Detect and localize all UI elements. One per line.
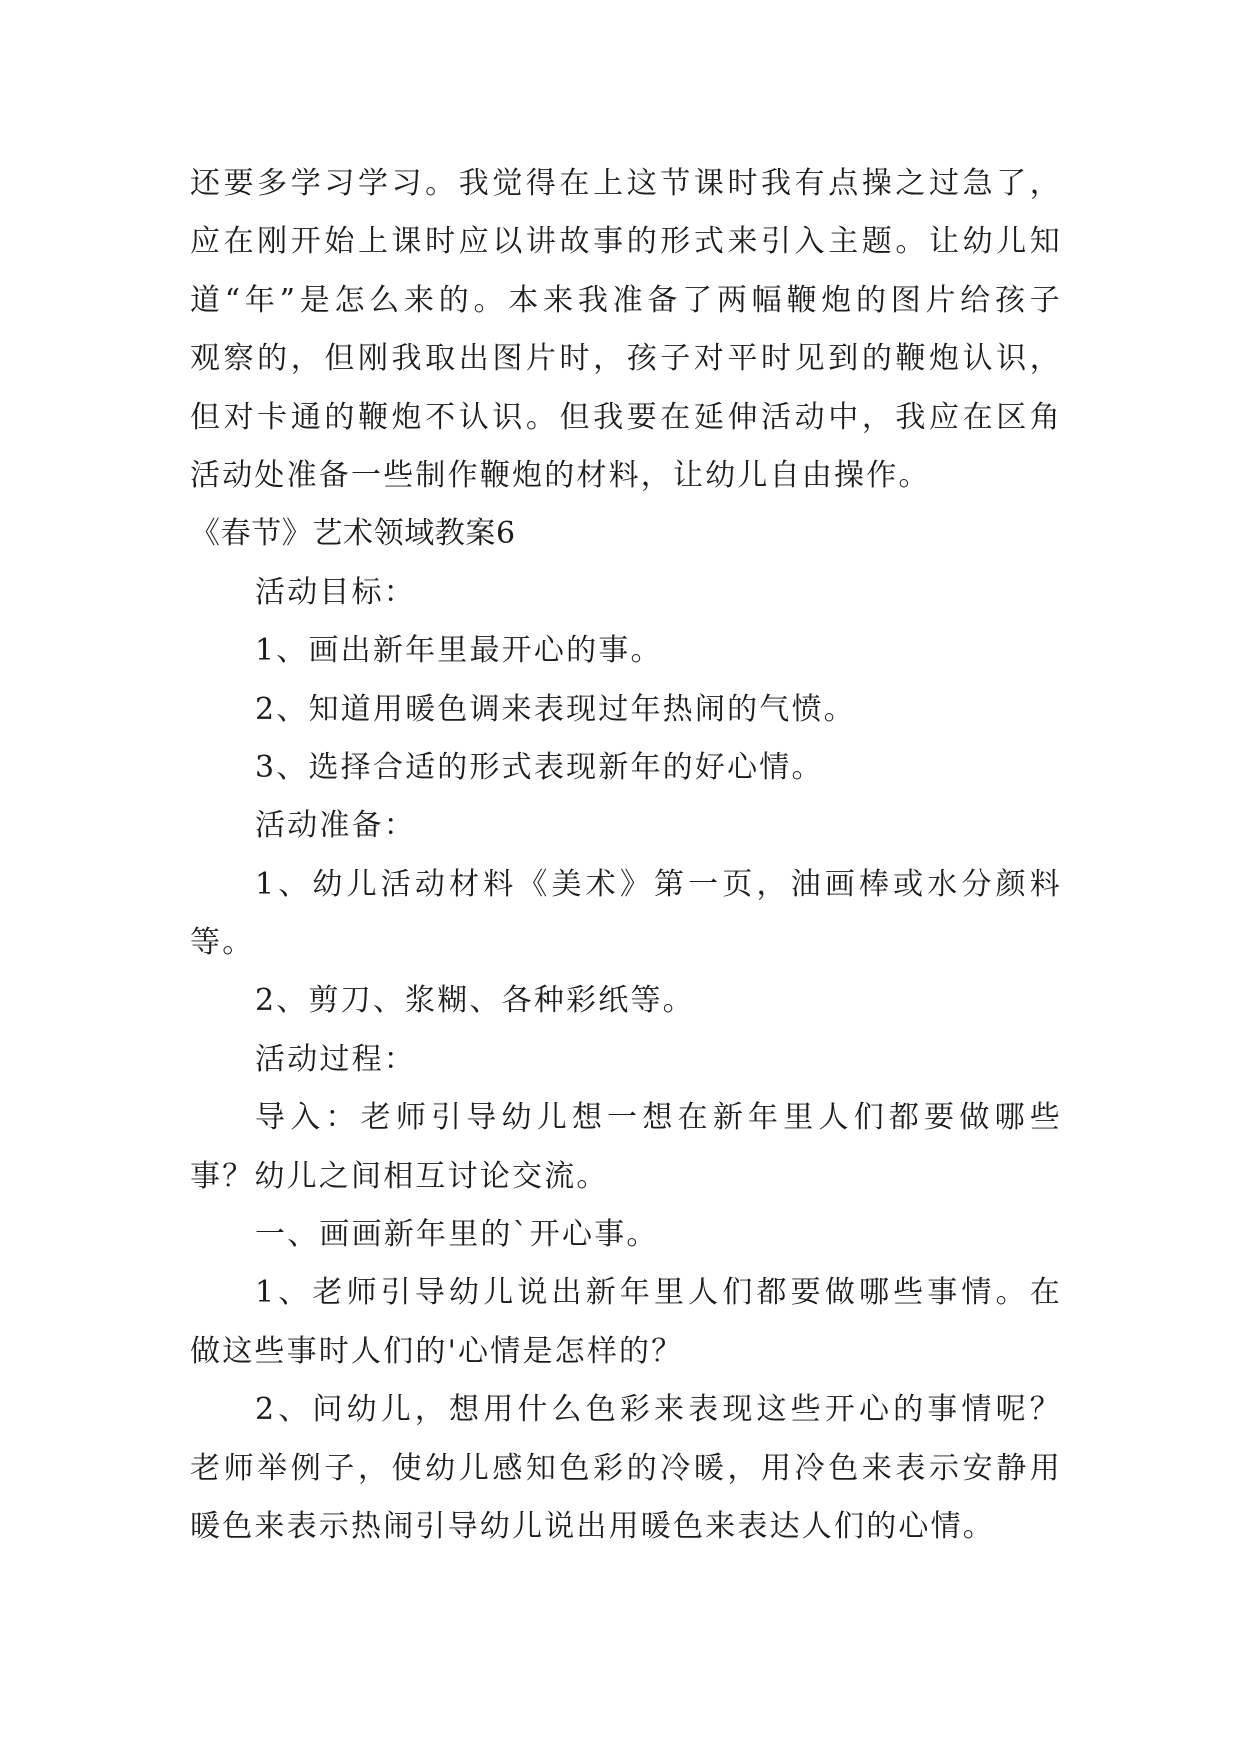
reflection-line: 道“年”是怎么来的。本来我准备了两幅鞭炮的图片给孩子 <box>190 282 1062 318</box>
reflection-line: 活动处准备一些制作鞭炮的材料，让幼儿自由操作。 <box>190 457 931 493</box>
goal-item: 1、画出新年里最开心的事。 <box>255 633 663 669</box>
preparation-section <box>190 797 1062 1031</box>
step-item-line: 做这些事时人们的'心情是怎样的？ <box>190 1333 684 1369</box>
reflection-line: 还要多学习学习。我觉得在上这节课时我有点操之过急了， <box>190 166 1062 201</box>
step-item-line: 2、问幼儿，想用什么色彩来表现这些开心的事情呢？ <box>255 1392 1062 1428</box>
preparation-heading: 活动准备： <box>255 808 416 844</box>
reflection-line: 观察的，但刚我取出图片时，孩子对平时见到的鞭炮认识， <box>190 341 1062 377</box>
reflection-paragraph <box>190 155 1062 505</box>
document-body <box>190 155 1062 1556</box>
process-section <box>190 1031 1062 1557</box>
intro-line: 导入：老师引导幼儿想一想在新年里人们都要做哪些 <box>255 1100 1062 1136</box>
intro-line: 事？幼儿之间相互讨论交流。 <box>190 1158 609 1194</box>
preparation-item-line: 1、幼儿活动材料《美术》第一页，油画棒或水分颜料 <box>255 866 1062 902</box>
process-heading: 活动过程： <box>255 1041 416 1077</box>
step-item-line: 暖色来表示热闹引导幼儿说出用暖色来表达人们的心情。 <box>190 1508 995 1544</box>
preparation-item-line: 2、剪刀、浆糊、各种彩纸等。 <box>255 983 695 1019</box>
lesson-title: 《春节》艺术领域教案6 <box>190 516 516 552</box>
preparation-item-line: 等。 <box>190 925 255 961</box>
reflection-line: 但对卡通的鞭炮不认识。但我要在延伸活动中，我应在区角 <box>190 399 1062 435</box>
step-heading: 一、画画新年里的`开心事。 <box>255 1217 659 1253</box>
step-item-line: 1、老师引导幼儿说出新年里人们都要做哪些事情。在 <box>255 1275 1062 1311</box>
goals-heading: 活动目标： <box>255 574 416 610</box>
reflection-line: 应在刚开始上课时应以讲故事的形式来引入主题。让幼儿知 <box>190 224 1062 260</box>
goal-item: 3、选择合适的形式表现新年的好心情。 <box>255 749 824 785</box>
goal-item: 2、知道用暖色调来表现过年热闹的气愤。 <box>255 691 856 727</box>
step-item-line: 老师举例子，使幼儿感知色彩的冷暖，用冷色来表示安静用 <box>190 1450 1062 1486</box>
goals-section <box>190 564 1062 798</box>
